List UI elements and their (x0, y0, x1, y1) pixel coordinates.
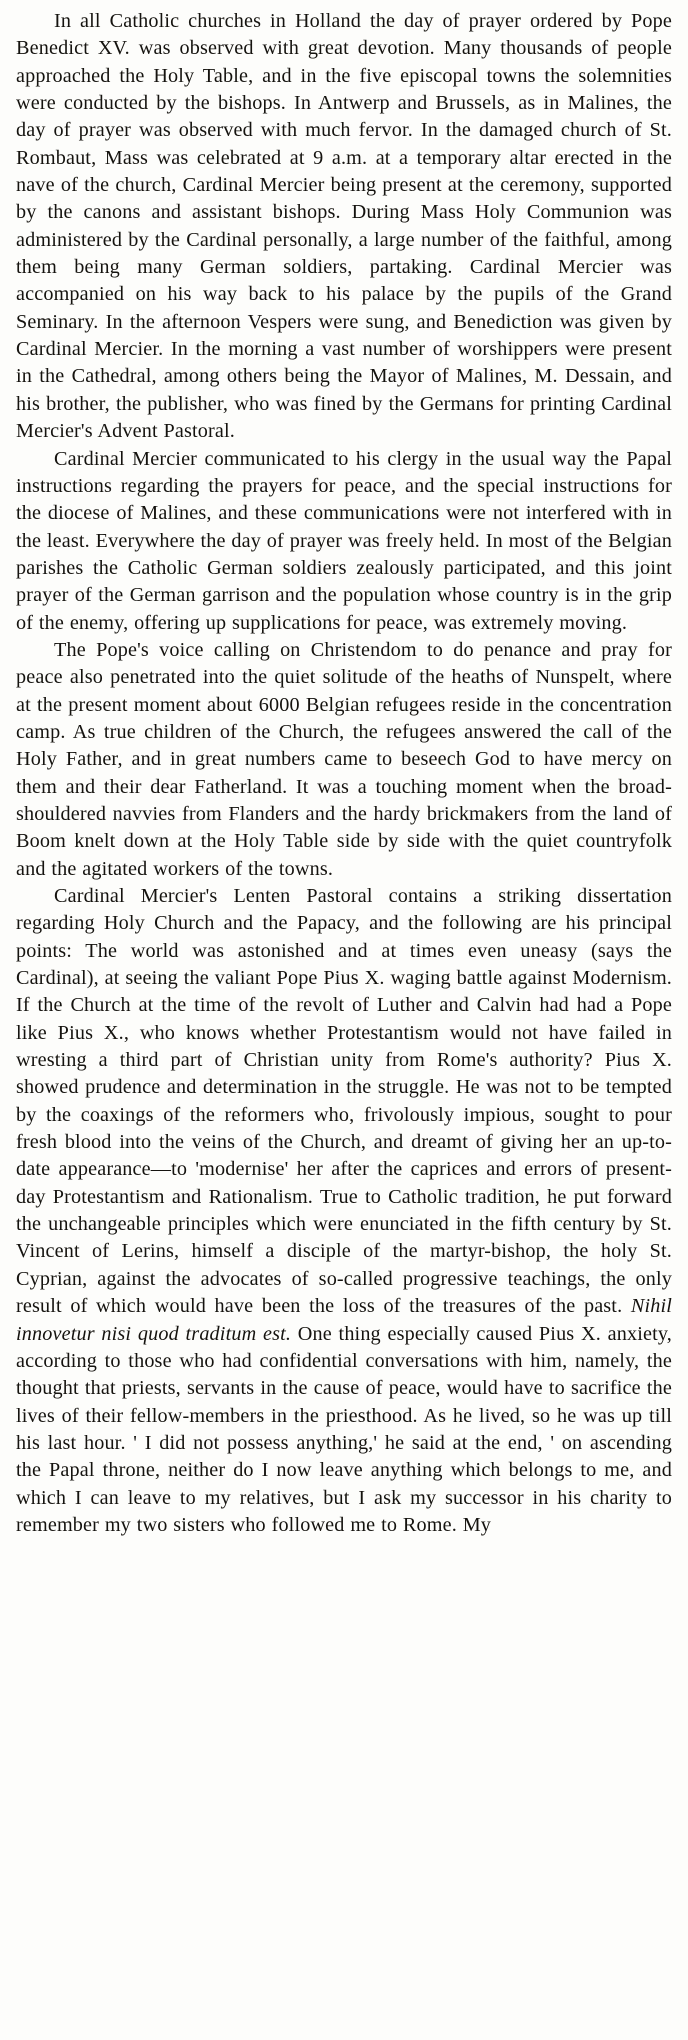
latin-phrase: Nihil innovetur nisi quod traditum est. (16, 1295, 673, 1345)
text-column (16, 8, 672, 1539)
paragraph-4 (16, 883, 672, 1539)
paragraph-4-continuation: One thing especially caused Pius X. anxiety, according to those who had confidential conversations with him, namely, the thought that priests, servants in the cause of peace, would have to sacrifice the lives of their fellow-members in the priesthood. As he lived, so he was up till his last hour. ' I did not possess anything,' he said at the end, ' on ascending the Papal throne, neither do I now leave anything which belongs to me, and which I can leave to my relatives, but I ask my successor in his charity to remember my two sisters who followed me to Rome. My (16, 1322, 672, 1536)
paragraph-2: Cardinal Mercier communicated to his clergy in the usual way the Papal instructions regarding the prayers for peace, and the special instructions for the diocese of Malines, and these communications were not interfered with in the least. Everywhere the day of prayer was freely held. In most of the Belgian parishes the Catholic German soldiers zealously participated, and this joint prayer of the German garrison and the population whose country is in the grip of the enemy, offering up supplications for peace, was extremely moving. (16, 447, 672, 634)
paragraph-1: In all Catholic churches in Holland the day of prayer ordered by Pope Benedict XV. was observed with great devotion. Many thousands of people approached the Holy Table, and in the five episcopal towns the solemnities were conducted by the bishops. In Antwerp and Brussels, as in Malines, the day of prayer was observed with much fervor. In the damaged church of St. Rombaut, Mass was celebrated at 9 a.m. at a temporary altar erected in the nave of the church, Cardinal Mercier being present at the ceremony, supported by the canons and assistant bishops. During Mass Holy Communion was administered by the Cardinal personally, a large number of the faithful, among them being many German soldiers, partaking. Cardinal Mercier was accompanied on his way back to his palace by the pupils of the Grand Seminary. In the afternoon Vespers were sung, and Benediction was given by Cardinal Mercier. In the morning a vast number of worshippers were present in the Cathedral, among others being the Mayor of Malines, M. Dessain, and his brother, the publisher, who was fined by the Germans for printing Cardinal Mercier's Advent Pastoral. (16, 10, 672, 443)
paragraph-3: The Pope's voice calling on Christendom to do penance and pray for peace also penetrated into the quiet solitude of the heaths of Nunspelt, where at the present moment about 6000 Belgian refugees reside in the concentration camp. As true children of the Church, the refugees answered the call of the Holy Father, and in great numbers came to beseech God to have mercy on them and their dear Fatherland. It was a touching moment when the broad-shouldered navvies from Flanders and the hardy brickmakers from the land of Boom knelt down at the Holy Table side by side with the quiet countryfolk and the agitated workers of the towns. (16, 638, 672, 880)
paragraph-4-text: Cardinal Mercier's Lenten Pastoral contains a striking dissertation regarding Holy Church and the Papacy, and the following are his principal points: The world was astonished and at times even uneasy (says the Cardinal), at seeing the valiant Pope Pius X. waging battle against Modernism. If the Church at the time of the revolt of Luther and Calvin had had a Pope like Pius X., who knows whether Protestantism would not have failed in wresting a third part of Christian unity from Rome's authority? Pius X. showed prudence and determination in the struggle. He was not to be tempted by the coaxings of the reformers who, frivolously impious, sought to pour fresh blood into the veins of the Church, and dreamt of giving her an up-to-date appearance—to 'modernise' her after the caprices and errors of present-day Protestantism and Rationalism. True to Catholic tradition, he put forward the unchangeable principles which were enunciated in the fifth century by St. Vincent of Lerins, himself a disciple of the martyr-bishop, the holy St. Cyprian, against the advocates of so-called progressive teachings, the only result of which would have been the loss of the treasures of the past. (16, 885, 672, 1318)
